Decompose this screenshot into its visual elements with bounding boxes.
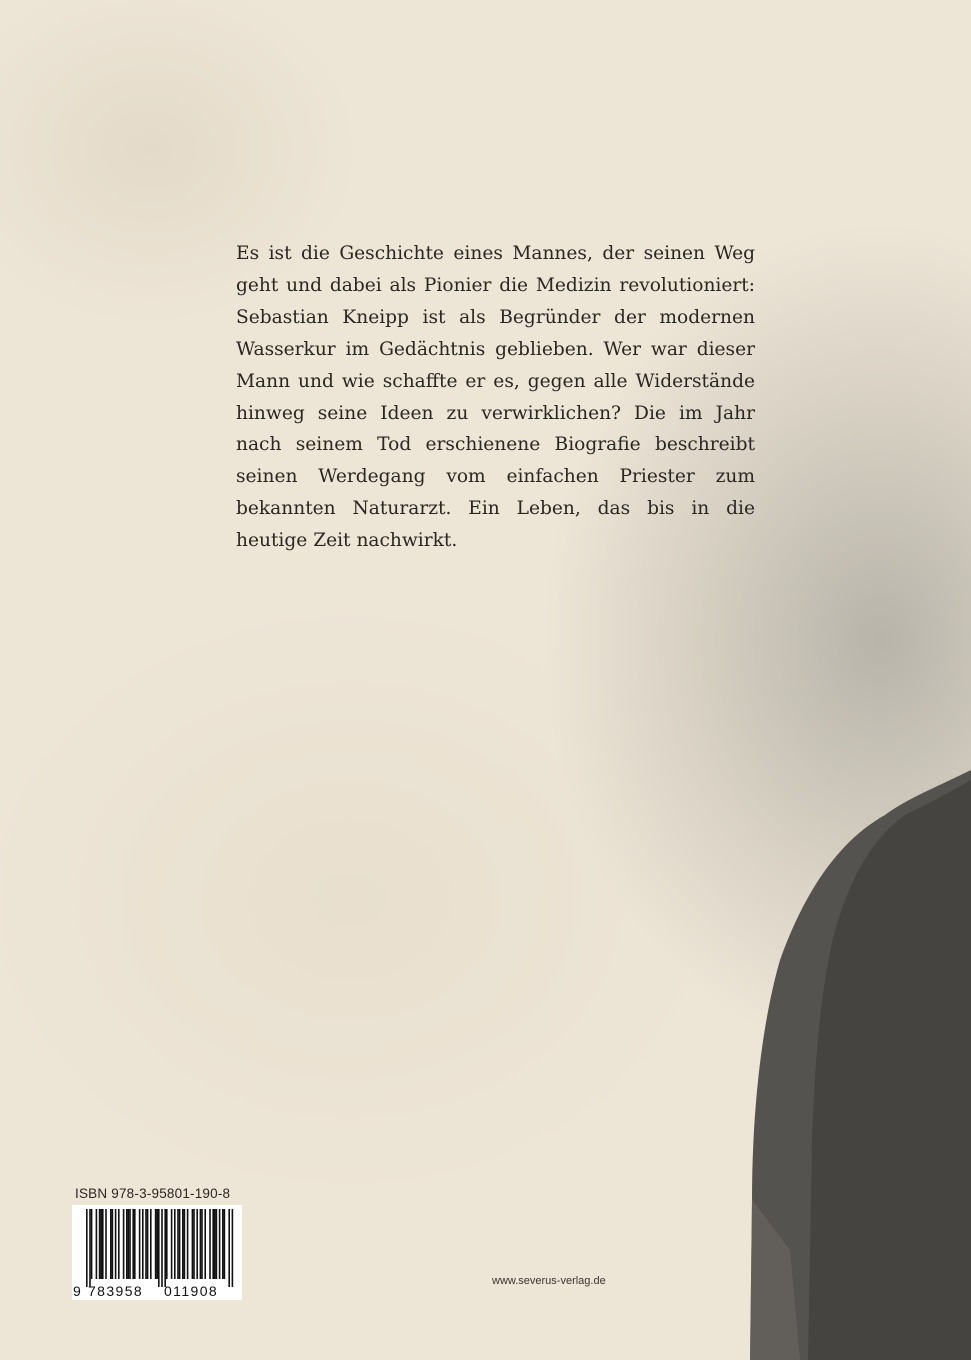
barcode-bar xyxy=(89,1209,91,1287)
barcode-bar xyxy=(204,1209,206,1279)
barcode-bar xyxy=(212,1209,214,1279)
barcode-bar xyxy=(147,1209,149,1279)
barcode-bar xyxy=(132,1209,134,1279)
barcode-bar xyxy=(192,1209,194,1279)
barcode-bar xyxy=(174,1209,176,1279)
barcode-bar xyxy=(201,1209,203,1279)
barcode-bar xyxy=(182,1209,184,1279)
barcode-bar xyxy=(161,1209,163,1287)
barcode-bar xyxy=(102,1209,104,1279)
barcode-bar xyxy=(123,1209,125,1279)
barcode-bar xyxy=(232,1209,234,1287)
barcode-bar xyxy=(142,1209,144,1279)
barcode-bar xyxy=(209,1209,211,1279)
barcode-bar xyxy=(228,1209,230,1287)
barcode-bar xyxy=(139,1209,141,1279)
barcode-bar xyxy=(150,1209,152,1279)
barcode-bar xyxy=(187,1209,189,1279)
barcode-bar xyxy=(110,1209,112,1279)
barcode-bar xyxy=(214,1209,216,1279)
barcode-bar xyxy=(171,1209,173,1279)
barcode-bar xyxy=(177,1209,179,1279)
barcode-first-digit: 9 xyxy=(73,1283,81,1299)
barcode-bar xyxy=(179,1209,181,1279)
publisher-website: www.severus-verlag.de xyxy=(492,1275,606,1287)
barcode-bar xyxy=(216,1209,218,1279)
barcode-right-digits: 011908 xyxy=(164,1283,219,1299)
barcode-bar xyxy=(145,1209,147,1279)
barcode-bar xyxy=(158,1209,160,1287)
barcode-bar xyxy=(193,1209,195,1279)
barcode-bar xyxy=(86,1209,88,1287)
barcode-bar xyxy=(200,1209,202,1279)
barcode-bar xyxy=(196,1209,198,1279)
barcode-bar xyxy=(91,1209,93,1279)
barcode-bar xyxy=(222,1209,224,1279)
barcode-bar xyxy=(156,1209,158,1279)
barcode-bar xyxy=(99,1209,101,1279)
barcode-bar xyxy=(100,1209,102,1279)
barcode-bar xyxy=(128,1209,130,1279)
barcode-bar xyxy=(129,1209,131,1279)
barcode-bar xyxy=(118,1209,120,1279)
barcode-bar xyxy=(105,1209,107,1279)
barcode-bar xyxy=(164,1209,166,1287)
barcode-bar xyxy=(155,1209,157,1279)
isbn-label: ISBN 978-3-95801-190-8 xyxy=(75,1186,231,1201)
barcode-bar xyxy=(184,1209,186,1279)
barcode-left-digits: 783958 xyxy=(88,1283,144,1299)
barcode-bar xyxy=(96,1209,98,1279)
barcode-bar xyxy=(224,1209,226,1279)
barcode-bar xyxy=(166,1209,168,1279)
barcode-bar xyxy=(126,1209,128,1279)
barcode xyxy=(72,1205,242,1300)
blurb-text: Es ist die Geschichte eines Mannes, der seinen Weg geht und dabei als Pionier die Medizin revolutioniert: Sebastian Kneipp ist als Begründer der modernen Wasserkur im Gedächtnis geblieben. Wer war dieser Mann und wie schaffte er es, gegen alle Widerstände hinweg seine Ideen zu verwirklichen? Die im Jahr nach seinem Tod erschienene Biografie beschreibt seinen Werdegang vom einfachen Priester zum bekannten Naturarzt. Ein Leben, das bis in die heutige Zeit nachwirkt. xyxy=(236,243,755,552)
barcode-bar xyxy=(115,1209,117,1279)
barcode-bar xyxy=(134,1209,136,1279)
barcode-bar xyxy=(112,1209,114,1279)
barcode-bar xyxy=(219,1209,221,1279)
